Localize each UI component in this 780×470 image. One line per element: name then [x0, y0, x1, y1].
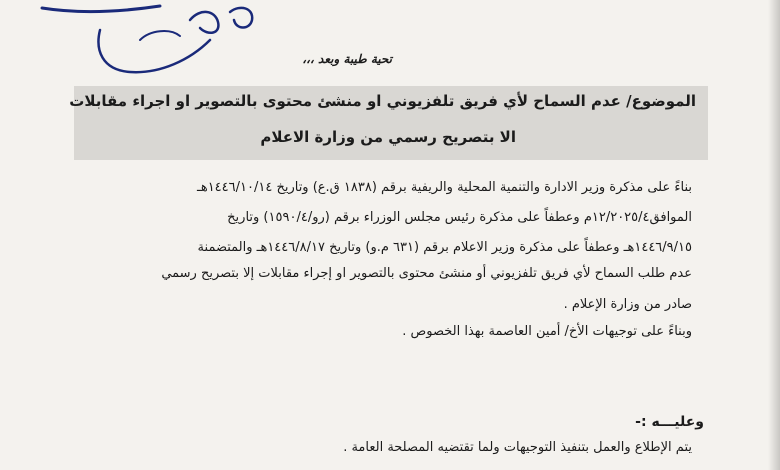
- subject-line-2: الا بتصريح رسمي من وزارة الاعلام: [260, 128, 516, 146]
- body-line-4: عدم طلب السماح لأي فريق تلفزيوني أو منشئ محتوى بالتصوير او إجراء مقابلات إلا بتصريح رسمي: [161, 266, 692, 281]
- page-edge-shadow: [768, 0, 780, 470]
- and-upon-heading: وعليـــه :-: [635, 414, 704, 430]
- body-line-3: ١٤٤٦/٩/١٥هـ وعطفاً على مذكرة وزير الاعلام برقم (٦٣١ م.و) وتاريخ ١٤٤٦/٨/١٧هـ والمتضمنة: [197, 240, 692, 255]
- subject-line-1: الموضوع/ عدم السماح لأي فريق تلفزيوني او منشئ محتوى بالتصوير او اجراء مقابلات: [69, 92, 696, 110]
- directive-line: يتم الإطلاع والعمل بتنفيذ التوجيهات ولما تقتضيه المصلحة العامة .: [343, 440, 692, 455]
- handwritten-signature: [40, 0, 270, 80]
- body-line-5: صادر من وزارة الإعلام .: [563, 297, 692, 312]
- body-line-6: وبناءً على توجيهات الأخ/ أمين العاصمة بهذا الخصوص .: [402, 324, 692, 339]
- body-line-2: الموافق١٢/٢٠٢٥/٤م وعطفاً على مذكرة رئيس مجلس الوزراء برقم (رو/١٥٩٠/٤) وتاريخ: [227, 210, 692, 225]
- greeting: تحية طيبة وبعد ،،،: [302, 52, 392, 66]
- body-line-1: بناءً على مذكرة وزير الادارة والتنمية المحلية والريفية برقم (١٨٣٨ ق.ع) وتاريخ ١٤٤٦/١٠/١٤هـ: [197, 180, 692, 195]
